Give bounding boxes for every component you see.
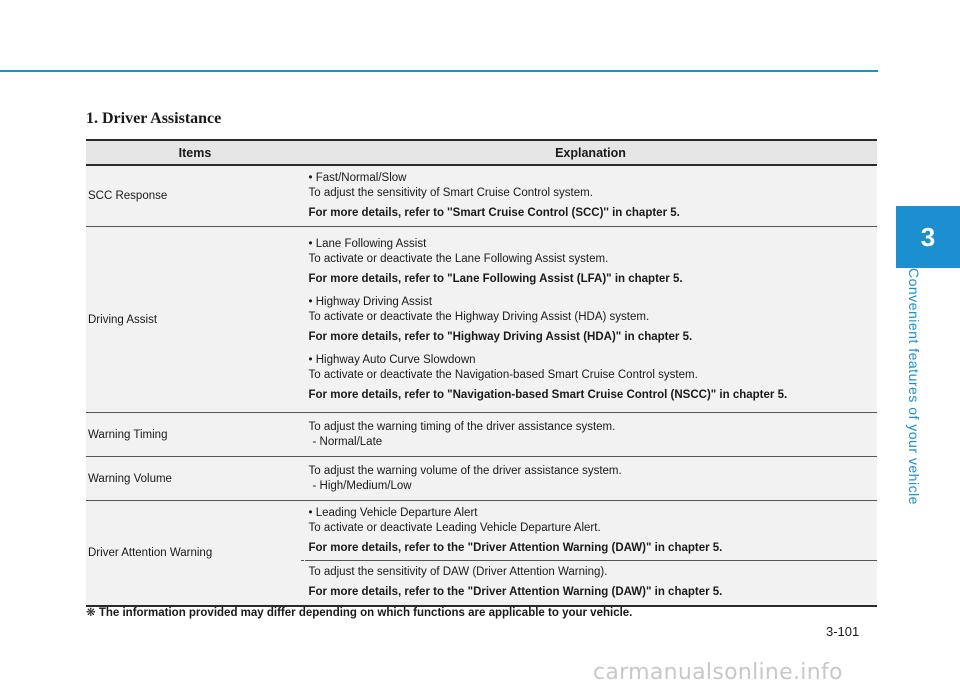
- page-number: 3-101: [826, 624, 860, 639]
- explanation-line: - High/Medium/Low: [312, 479, 412, 492]
- row-item: Warning Volume: [86, 457, 304, 501]
- chapter-title: Convenient features of your vehicle: [906, 268, 922, 505]
- row-explanation: [304, 413, 877, 457]
- explanation-line: • Highway Driving Assist: [308, 295, 433, 308]
- explanation-line: • Leading Vehicle Departure Alert: [308, 507, 478, 519]
- reference-note: For more details, refer to "Highway Driving Assist (HDA)" in chapter 5.: [308, 330, 693, 343]
- row-explanation: [304, 227, 877, 413]
- table-header-row: [86, 140, 877, 165]
- chapter-tab: 3: [896, 206, 960, 268]
- explanation-line: To adjust the sensitivity of DAW (Driver Attention Warning).: [308, 566, 608, 578]
- row-explanation: [304, 457, 877, 501]
- explanation-line: • Highway Auto Curve Slowdown: [308, 353, 476, 366]
- row-item: Driving Assist: [86, 227, 304, 413]
- header-rule: [0, 70, 878, 72]
- reference-note: For more details, refer to ''Smart Cruise Control (SCC)'' in chapter 5.: [308, 207, 680, 219]
- driver-assistance-table: [86, 139, 877, 607]
- section-title: 1. Driver Assistance: [86, 110, 222, 127]
- explanation-line: To activate or deactivate the Highway Driving Assist (HDA) system.: [308, 310, 650, 323]
- explanation-line: • Fast/Normal/Slow: [308, 172, 407, 184]
- table-row: [86, 165, 877, 227]
- row-explanation: [304, 165, 877, 227]
- explanation-line: To activate or deactivate the Navigation-based Smart Cruise Control system.: [308, 368, 698, 381]
- row-item: SCC Response: [86, 165, 304, 227]
- table-row: [86, 227, 877, 413]
- footnote: ❋ The information provided may differ depending on which functions are applicable to your vehicle.: [86, 607, 633, 619]
- table-row: [86, 413, 877, 457]
- reference-note: For more details, refer to "Navigation-based Smart Cruise Control (NSCC)" in chapter 5.: [308, 388, 788, 401]
- reference-note: For more details, refer to the "Driver Attention Warning (DAW)" in chapter 5.: [308, 586, 723, 598]
- explanation-line: To activate or deactivate Leading Vehicle Departure Alert.: [308, 522, 601, 534]
- explanation-line: • Lane Following Assist: [308, 237, 427, 250]
- table-row: [86, 501, 877, 607]
- explanation-line: - Normal/Late: [312, 435, 383, 448]
- explanation-line: To adjust the warning timing of the driver assistance system.: [308, 420, 616, 433]
- table-row: [86, 457, 877, 501]
- header-items: Items: [86, 140, 304, 165]
- explanation-line: To activate or deactivate the Lane Following Assist system.: [308, 252, 609, 265]
- reference-note: For more details, refer to the "Driver Attention Warning (DAW)" in chapter 5.: [308, 542, 723, 554]
- row-explanation: [304, 501, 877, 607]
- header-explanation: Explanation: [304, 140, 877, 165]
- explanation-line: To adjust the sensitivity of Smart Cruise Control system.: [308, 187, 593, 199]
- row-item: Warning Timing: [86, 413, 304, 457]
- explanation-line: To adjust the warning volume of the driver assistance system.: [308, 464, 622, 477]
- watermark: carmanualsonline.info: [593, 660, 843, 685]
- row-item: Driver Attention Warning: [86, 501, 304, 607]
- reference-note: For more details, refer to "Lane Following Assist (LFA)" in chapter 5.: [308, 272, 683, 285]
